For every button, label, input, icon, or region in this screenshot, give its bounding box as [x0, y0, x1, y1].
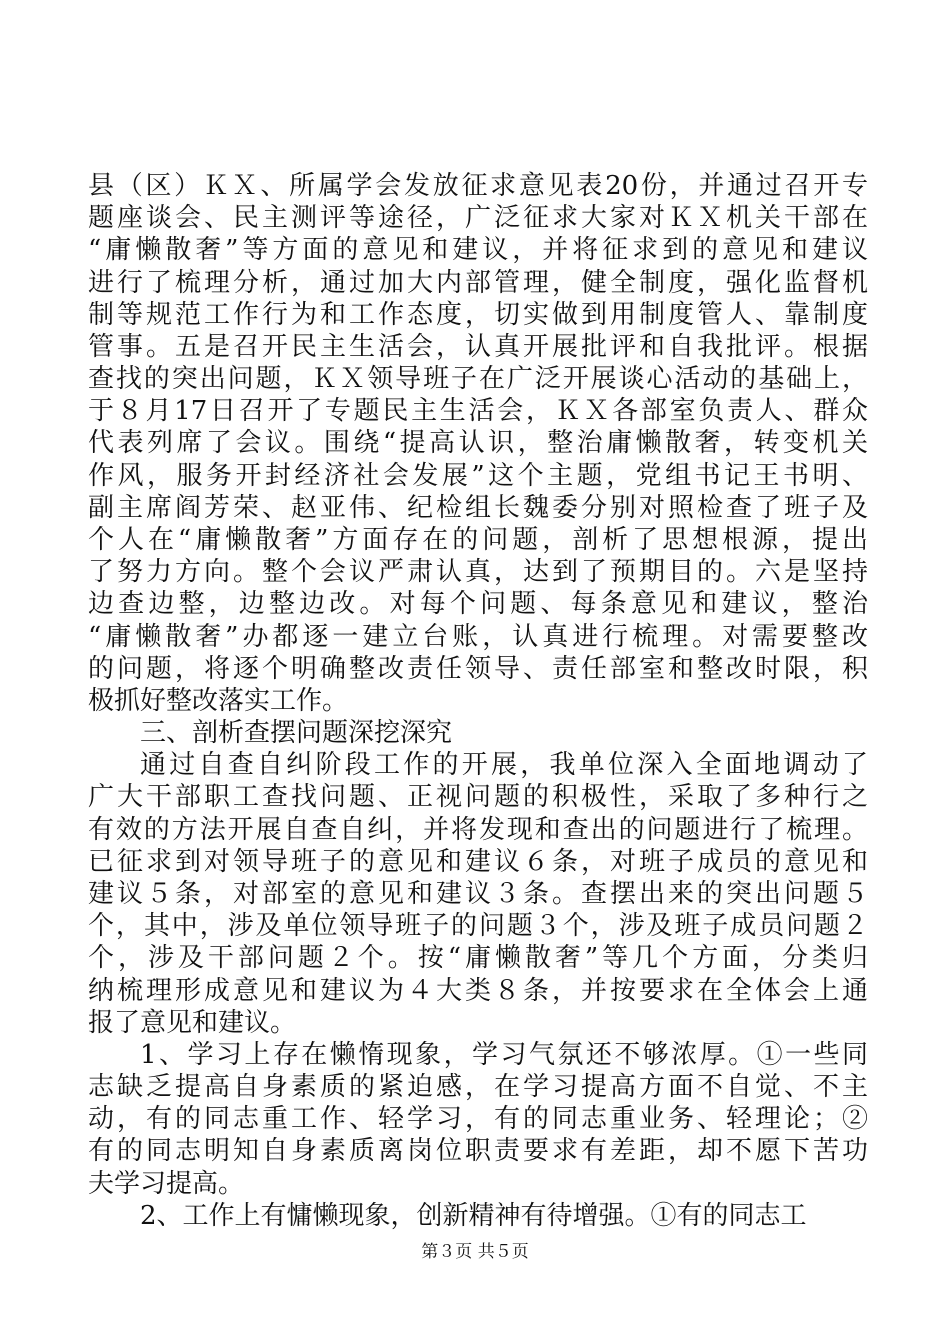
- text-line: 作风，服务开封经济社会发展”这个主题，党组书记王书明、: [88, 461, 868, 491]
- text-line: 广大干部职工查找问题、正视问题的积极性，采取了多种行之: [88, 782, 868, 812]
- text-line: 查找的突出问题，ＫＸ领导班子在广泛开展谈心活动的基础上，: [88, 364, 868, 394]
- text-line: 代表列席了会议。围绕“提高认识，整治庸懒散奢，转变机关: [88, 428, 868, 458]
- text-line: 报了意见和建议。: [88, 1008, 297, 1038]
- text-line: 动，有的同志重工作、轻学习，有的同志重业务、轻理论；②: [88, 1104, 868, 1134]
- text-line: 个，其中，涉及单位领导班子的问题３个，涉及班子成员问题２: [88, 911, 868, 941]
- page-footer: 第３页 共５页: [421, 1242, 529, 1262]
- text-line: 有的同志明知自身素质离岗位职责要求有差距，却不愿下苦功: [88, 1136, 868, 1166]
- text-line: 纳梳理形成意见和建议为４大类８条，并按要求在全体会上通: [88, 976, 868, 1006]
- text-line: 边查边整，边整边改。对每个问题、每条意见和建议，整治: [88, 589, 868, 619]
- text-line: “庸懒散奢”办都逐一建立台账，认真进行梳理。对需要整改: [88, 622, 868, 652]
- text-line: 管事。五是召开民主生活会，认真开展批评和自我批评。根据: [88, 332, 868, 362]
- section-heading: 三、剖析查摆问题深挖深究: [140, 718, 453, 748]
- text-line: 建议５条，对部室的意见和建议３条。查摆出来的突出问题５: [88, 879, 868, 909]
- text-line: 夫学习提高。: [88, 1169, 245, 1199]
- text-line: 极抓好整改落实工作。: [88, 686, 349, 716]
- text-line: 个，涉及干部问题２个。按“庸懒散奢”等几个方面，分类归: [88, 943, 868, 973]
- text-line: 有效的方法开展自查自纠，并将发现和查出的问题进行了梳理。: [88, 815, 868, 845]
- text-line: 已征求到对领导班子的意见和建议６条，对班子成员的意见和: [88, 847, 868, 877]
- text-line: 2、工作上有慵懒现象，创新精神有待增强。①有的同志工: [140, 1201, 807, 1231]
- text-line: 进行了梳理分析，通过加大内部管理，健全制度，强化监督机: [88, 268, 868, 298]
- text-line: “庸懒散奢”等方面的意见和建议，并将征求到的意见和建议: [88, 235, 868, 265]
- text-line: 志缺乏提高自身素质的紧迫感，在学习提高方面不自觉、不主: [88, 1072, 868, 1102]
- text-line: 的问题，将逐个明确整改责任领导、责任部室和整改时限，积: [88, 654, 868, 684]
- text-line: 题座谈会、民主测评等途径，广泛征求大家对ＫＸ机关干部在: [88, 203, 868, 233]
- text-line: 1、学习上存在懒惰现象，学习气氛还不够浓厚。①一些同: [140, 1040, 868, 1070]
- text-line: 副主席阎芳荣、赵亚伟、纪检组长魏委分别对照检查了班子及: [88, 493, 868, 523]
- text-line: 通过自查自纠阶段工作的开展，我单位深入全面地调动了: [140, 750, 868, 780]
- text-line: 县（区）ＫＸ、所属学会发放征求意见表20份，并通过召开专: [88, 171, 868, 201]
- text-line: 了努力方向。整个会议严肃认真，达到了预期目的。六是坚持: [88, 557, 868, 587]
- text-line: 个人在“庸懒散奢”方面存在的问题，剖析了思想根源，提出: [88, 525, 868, 555]
- text-line: 制等规范工作行为和工作态度，切实做到用制度管人、靠制度: [88, 300, 868, 330]
- text-line: 于８月17日召开了专题民主生活会，ＫＸ各部室负责人、群众: [88, 396, 868, 426]
